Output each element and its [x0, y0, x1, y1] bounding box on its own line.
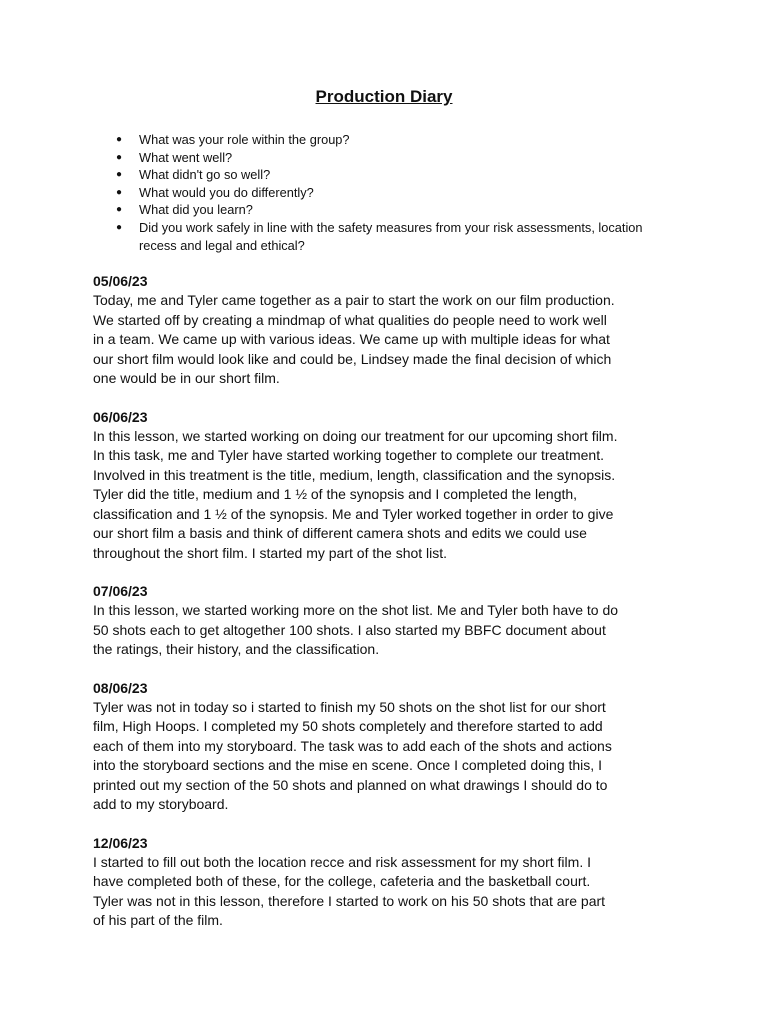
page-title: Production Diary: [315, 87, 453, 106]
question-item: [116, 166, 676, 184]
question-item: [116, 219, 676, 254]
entry-line: We started off by creating a mindmap of what qualities do people need to work well: [93, 311, 607, 328]
entry-line: In this lesson, we started working on doing our treatment for our upcoming short film.: [93, 427, 618, 444]
entry-line: In this lesson, we started working more on the shot list. Me and Tyler both have to do: [93, 602, 619, 618]
question-text: What was your role within the group?: [139, 132, 350, 147]
entry-line: printed out my section of the 50 shots and planned on what drawings I should do to: [93, 776, 608, 793]
entry-line: into the storyboard sections and the mise en scene. Once I completed doing this, I: [93, 757, 602, 773]
diary-entry: [93, 678, 693, 815]
entry-line: add to my storyboard.: [93, 796, 229, 812]
question-text: Did you work safely in line with the safety measures from your risk assessments, location recess and legal and ethical?: [139, 219, 643, 253]
question-text: What would you do differently?: [139, 184, 314, 200]
bullet-icon: ●: [116, 221, 123, 233]
diary-entry: [93, 271, 693, 389]
entry-line: Today, me and Tyler came together as a pair to start the work on our film production.: [93, 292, 615, 308]
bullet-icon: ●: [116, 151, 123, 163]
entry-line: our short film would look like and could be, Lindsey made the final decision of which: [93, 350, 612, 367]
entry-line: classification and 1 ½ of the synopsis. Me and Tyler worked together in order to give: [93, 505, 614, 522]
bullet-icon: ●: [116, 134, 123, 145]
diary-entry: [93, 407, 693, 564]
entry-line: of his part of the film.: [93, 912, 223, 928]
entry-date: 06/06/23: [93, 408, 148, 425]
entry-line: our short film a basis and think of different camera shots and edits we could use: [93, 525, 587, 541]
entry-body: [93, 427, 693, 564]
entry-line: In this task, me and Tyler have started working together to complete our treatment.: [93, 447, 604, 463]
entry-line: Tyler was not in this lesson, therefore I started to work on his 50 shots that are part: [93, 892, 606, 909]
question-text: What did you learn?: [139, 202, 253, 218]
entry-date: 08/06/23: [93, 679, 148, 696]
diary-entries: [93, 271, 693, 949]
entry-body: [93, 601, 693, 660]
entry-line: one would be in our short film.: [93, 370, 280, 386]
entry-line: 50 shots each to get altogether 100 shots. I also started my BBFC document about: [93, 621, 606, 638]
entry-line: film, High Hoops. I completed my 50 shots completely and therefore started to add: [93, 718, 603, 734]
entry-body: [93, 698, 693, 815]
entry-line: Involved in this treatment is the title, medium, length, classification and the synopsis.: [93, 466, 616, 483]
entry-line: have completed both of these, for the college, cafeteria and the basketball court.: [93, 873, 591, 889]
entry-line: the ratings, their history, and the classification.: [93, 641, 380, 657]
question-text: What didn't go so well?: [139, 167, 271, 183]
diary-entry: [93, 581, 693, 660]
entry-line: in a team. We came up with various ideas. We came up with multiple ideas for what: [93, 331, 610, 347]
question-list: [116, 131, 676, 254]
bullet-icon: ●: [116, 186, 123, 198]
question-item: [116, 149, 676, 167]
entry-date: 07/06/23: [93, 583, 148, 599]
bullet-icon: ●: [116, 169, 123, 181]
entry-line: Tyler was not in today so i started to finish my 50 shots on the shot list for our short: [93, 698, 606, 715]
entry-body: [93, 853, 693, 931]
entry-line: Tyler did the title, medium and 1 ½ of the synopsis and I completed the length,: [93, 486, 578, 502]
diary-entry: [93, 833, 693, 931]
question-item: [116, 131, 676, 149]
question-item: [116, 184, 676, 202]
entry-line: throughout the short film. I started my part of the shot list.: [93, 544, 448, 561]
entry-line: I started to fill out both the location recce and risk assessment for my short film. I: [93, 853, 591, 870]
bullet-icon: ●: [116, 204, 123, 216]
entry-line: each of them into my storyboard. The task was to add each of the shots and actions: [93, 737, 612, 754]
entry-body: [93, 291, 693, 389]
entry-date: 05/06/23: [93, 273, 148, 289]
question-item: [116, 201, 676, 219]
question-text: What went well?: [139, 149, 233, 165]
entry-date: 12/06/23: [93, 834, 148, 851]
